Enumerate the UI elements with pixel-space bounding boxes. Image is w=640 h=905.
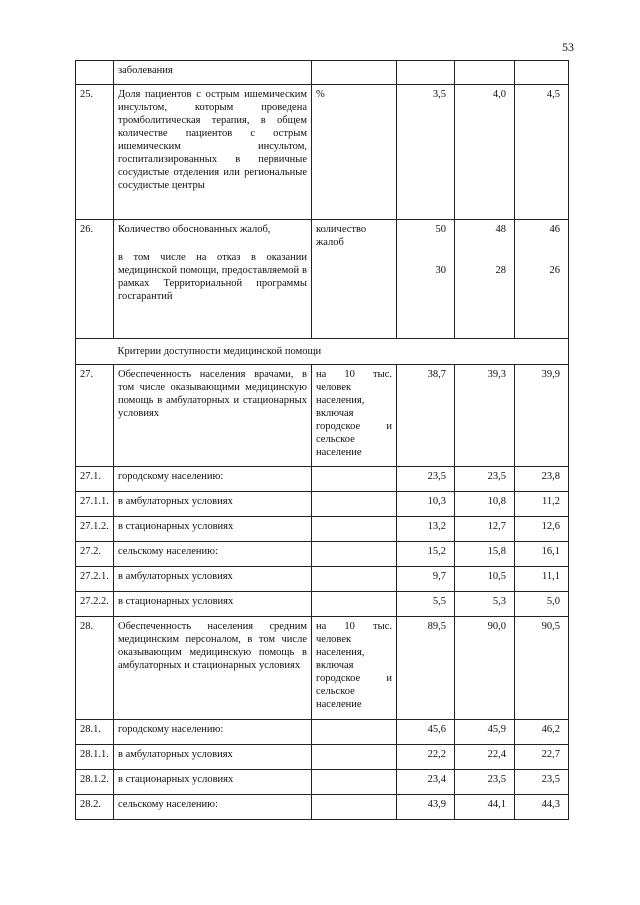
row-unit: количество жалоб (312, 220, 397, 339)
row-unit (312, 492, 397, 517)
value-year-2: 15,8 (455, 542, 515, 567)
row-number: 27. (76, 365, 114, 467)
value-year-3: 5,0 (515, 592, 569, 617)
row-description: Обеспеченность населения средним медицинским персоналом, в том числе оказывающим медицинскую помощь в амбулаторных и стационарных условиях (114, 617, 312, 720)
row-number: 27.1.1. (76, 492, 114, 517)
value-main: 48 (495, 224, 506, 235)
row-unit: % (312, 85, 397, 220)
value-year-1: 89,5 (397, 617, 455, 720)
value-year-2: 23,5 (455, 467, 515, 492)
table-row (76, 567, 569, 592)
row-description: городскому населению: (114, 720, 312, 745)
value-year-3: 12,6 (515, 517, 569, 542)
row-number: 28.1.2. (76, 770, 114, 795)
row-unit: на 10 тыс. человек населения, включая городское и сельское население (312, 617, 397, 720)
row-unit (312, 795, 397, 820)
row-number: 28.1.1. (76, 745, 114, 770)
table-row (76, 220, 569, 339)
value-year-1: 22,2 (397, 745, 455, 770)
row-number: 28. (76, 617, 114, 720)
table-row (76, 770, 569, 795)
table-row (76, 542, 569, 567)
row-description: заболевания (114, 61, 312, 85)
value-year-1: 15,2 (397, 542, 455, 567)
table-row (76, 517, 569, 542)
section-row (76, 339, 569, 365)
value-year-3: 23,5 (515, 770, 569, 795)
row-unit (312, 542, 397, 567)
value-year-1: 9,7 (397, 567, 455, 592)
value-year-1: 5,5 (397, 592, 455, 617)
row-description (114, 220, 312, 339)
row-number: 26. (76, 220, 114, 339)
value-year-2: 4,0 (455, 85, 515, 220)
row-description-sub: в том числе на отказ в оказании медицинской помощи, предоставляемой в рамках Территориальной программы госгарантий (118, 252, 307, 302)
value-year-1: 23,4 (397, 770, 455, 795)
table-row (76, 795, 569, 820)
row-description: в стационарных условиях (114, 592, 312, 617)
value-year-2: 39,3 (455, 365, 515, 467)
section-title: Критерии доступности медицинской помощи (114, 339, 569, 365)
value-year-2: 10,5 (455, 567, 515, 592)
value-year-1: 43,9 (397, 795, 455, 820)
row-number: 28.2. (76, 795, 114, 820)
row-unit (312, 567, 397, 592)
value-year-2 (455, 61, 515, 85)
row-unit (312, 770, 397, 795)
value-year-1 (397, 61, 455, 85)
value-year-1: 13,2 (397, 517, 455, 542)
row-unit (312, 467, 397, 492)
value-year-1: 3,5 (397, 85, 455, 220)
value-year-2: 45,9 (455, 720, 515, 745)
row-number: 28.1. (76, 720, 114, 745)
value-year-3: 11,1 (515, 567, 569, 592)
value-year-3: 90,5 (515, 617, 569, 720)
table-row (76, 745, 569, 770)
table-row (76, 592, 569, 617)
value-year-1: 23,5 (397, 467, 455, 492)
value-year-1: 38,7 (397, 365, 455, 467)
value-year-3: 44,3 (515, 795, 569, 820)
row-description: Доля пациентов с острым ишемическим инсультом, которым проведена тромболитическая терапия, в общем количестве пациентов с острым ишемическим инсультом, госпитализированных в первичные сосудистые отделения или региональные сосудистые центры (114, 85, 312, 220)
value-year-2: 10,8 (455, 492, 515, 517)
value-year-3: 4,5 (515, 85, 569, 220)
value-year-2: 90,0 (455, 617, 515, 720)
table-row (76, 617, 569, 720)
row-number: 27.2.1. (76, 567, 114, 592)
value-sub: 30 (435, 265, 446, 276)
value-year-3 (515, 220, 569, 339)
row-number: 27.1.2. (76, 517, 114, 542)
row-number: 25. (76, 85, 114, 220)
row-description: в амбулаторных условиях (114, 745, 312, 770)
row-description: сельскому населению: (114, 795, 312, 820)
row-number: 27.2. (76, 542, 114, 567)
row-number: 27.2.2. (76, 592, 114, 617)
row-unit (312, 720, 397, 745)
table-row (76, 61, 569, 85)
row-description: Обеспеченность населения врачами, в том числе оказывающими медицинскую помощь в амбулаторных и стационарных условиях (114, 365, 312, 467)
value-year-2 (455, 220, 515, 339)
value-year-3 (515, 61, 569, 85)
table-row (76, 720, 569, 745)
table-row (76, 492, 569, 517)
value-year-3: 23,8 (515, 467, 569, 492)
row-unit (312, 517, 397, 542)
value-year-3: 16,1 (515, 542, 569, 567)
row-unit: на 10 тыс. человек населения, включая городское и сельское население (312, 365, 397, 467)
row-unit (312, 61, 397, 85)
criteria-table (75, 60, 569, 820)
value-year-1: 10,3 (397, 492, 455, 517)
row-description: сельскому населению: (114, 542, 312, 567)
value-year-2: 5,3 (455, 592, 515, 617)
value-year-1: 45,6 (397, 720, 455, 745)
row-description: в амбулаторных условиях (114, 492, 312, 517)
value-main: 46 (549, 224, 560, 235)
value-sub: 28 (495, 265, 506, 276)
table-row (76, 467, 569, 492)
value-year-2: 22,4 (455, 745, 515, 770)
row-number (76, 61, 114, 85)
value-sub: 26 (549, 265, 560, 276)
row-description: в амбулаторных условиях (114, 567, 312, 592)
table-row (76, 85, 569, 220)
row-unit (312, 745, 397, 770)
row-description: в стационарных условиях (114, 517, 312, 542)
value-main: 50 (435, 224, 446, 235)
value-year-1 (397, 220, 455, 339)
value-year-2: 12,7 (455, 517, 515, 542)
table-row (76, 365, 569, 467)
value-year-3: 39,9 (515, 365, 569, 467)
row-number: 27.1. (76, 467, 114, 492)
row-description-main: Количество обоснованных жалоб, (118, 224, 271, 235)
value-year-2: 44,1 (455, 795, 515, 820)
value-year-2: 23,5 (455, 770, 515, 795)
row-unit (312, 592, 397, 617)
row-description: в стационарных условиях (114, 770, 312, 795)
value-year-3: 11,2 (515, 492, 569, 517)
row-description: городскому населению: (114, 467, 312, 492)
page-number: 53 (562, 40, 574, 54)
value-year-3: 46,2 (515, 720, 569, 745)
value-year-3: 22,7 (515, 745, 569, 770)
